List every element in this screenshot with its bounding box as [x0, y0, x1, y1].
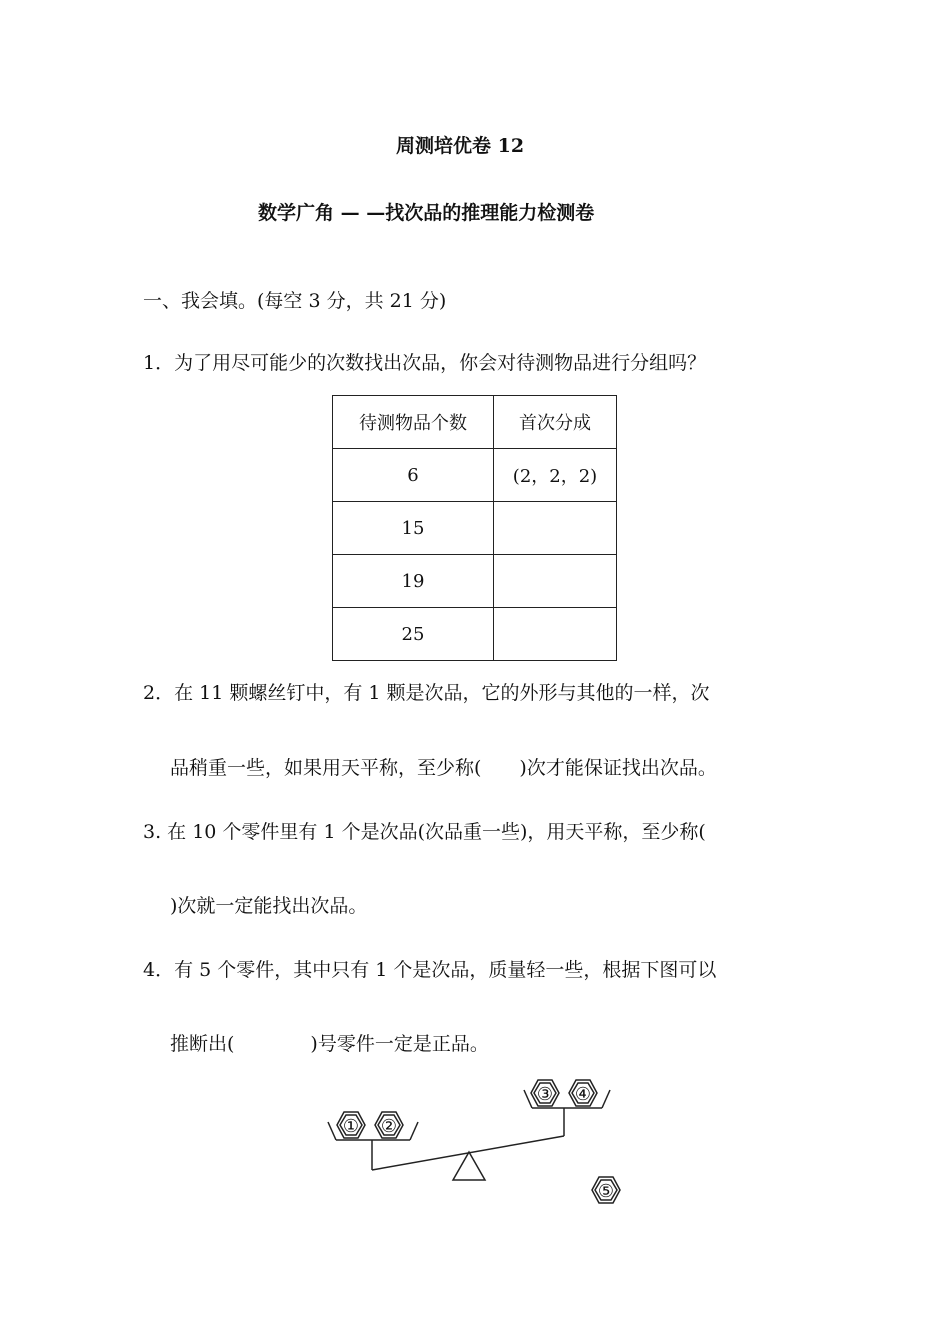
table-row	[333, 449, 617, 502]
table-header-cell: 首次分成	[494, 396, 617, 449]
part-5-label: ⑤	[597, 1181, 615, 1202]
page-subtitle: 数学广角 — —找次品的推理能力检测卷	[258, 202, 595, 224]
section-heading: 一、我会填。(每空 3 分，共 21 分)	[143, 290, 447, 312]
table-cell: 15	[333, 502, 494, 555]
question-3-line-2: )次就一定能找出次品。	[170, 895, 368, 917]
grouping-table	[332, 395, 617, 661]
balance-scale-diagram	[320, 1070, 640, 1220]
question-2-line-1: 2．在 11 颗螺丝钉中，有 1 颗是次品，它的外形与其他的一样，次	[143, 682, 710, 704]
part-4-label: ④	[574, 1084, 592, 1105]
question-2-line-2: 品稍重一些，如果用天平称，至少称( )次才能保证找出次品。	[170, 757, 717, 779]
table-cell: (2，2，2)	[494, 449, 617, 502]
table-row	[333, 555, 617, 608]
question-3-line-1: 3. 在 10 个零件里有 1 个是次品(次品重一些)，用天平称，至少称(	[143, 821, 706, 843]
page-title: 周测培优卷 12	[396, 135, 525, 157]
answer-cell[interactable]	[494, 555, 617, 608]
answer-cell[interactable]	[494, 608, 617, 661]
question-1-text: 1．为了用尽可能少的次数找出次品，你会对待测物品进行分组吗？	[143, 352, 707, 374]
question-4-line-1: 4．有 5 个零件，其中只有 1 个是次品，质量轻一些，根据下图可以	[143, 959, 717, 981]
question-4-line-2: 推断出( )号零件一定是正品。	[170, 1033, 489, 1055]
part-1-label: ①	[342, 1116, 360, 1137]
table-header-cell: 待测物品个数	[333, 396, 494, 449]
table-cell: 6	[333, 449, 494, 502]
part-3-label: ③	[536, 1084, 554, 1105]
table-cell: 25	[333, 608, 494, 661]
fulcrum	[453, 1152, 485, 1180]
part-2-label: ②	[380, 1116, 398, 1137]
table-header-row	[333, 396, 617, 449]
answer-cell[interactable]	[494, 502, 617, 555]
table-row	[333, 608, 617, 661]
table-row	[333, 502, 617, 555]
table-cell: 19	[333, 555, 494, 608]
